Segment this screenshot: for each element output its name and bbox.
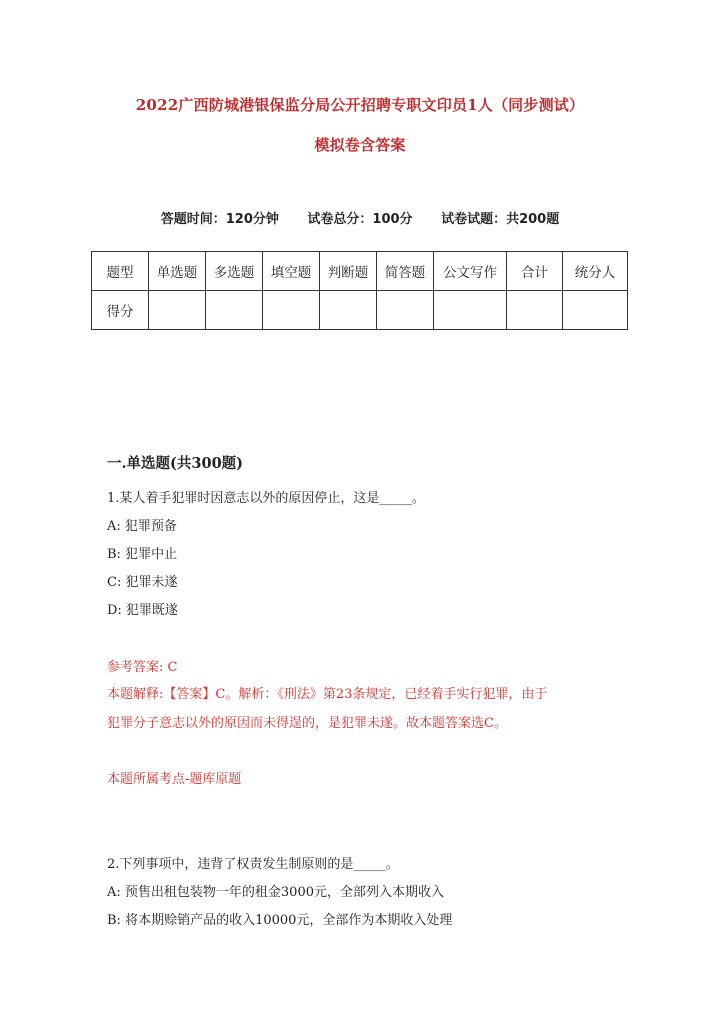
- question-1-option-a: A: 犯罪预备: [107, 519, 177, 534]
- exam-question-count: 试卷试题：共200题: [441, 212, 560, 227]
- header-cell: 判断题: [320, 252, 377, 291]
- question-2-stem: 2.下列事项中，违背了权责发生制原则的是_____。: [107, 857, 399, 872]
- header-cell: 合计: [507, 252, 563, 291]
- exam-info: [0, 208, 720, 227]
- exam-time: 答题时间：120分钟: [160, 212, 279, 227]
- score-cell: [563, 291, 628, 330]
- header-cell: 简答题: [377, 252, 434, 291]
- question-1-explanation-line1: 本题解释:【答案】C。解析：《刑法》第23条规定，已经着手实行犯罪，由于: [107, 687, 548, 702]
- header-cell: 公文写作: [434, 252, 507, 291]
- score-cell: [320, 291, 377, 330]
- question-1-knowledge-point: 本题所属考点-题库原题: [107, 772, 242, 787]
- document-title-line2: 模拟卷含答案: [314, 136, 406, 154]
- document-title-line1: 2022广西防城港银保监分局公开招聘专职文印员1人（同步测试）: [135, 96, 585, 114]
- question-1-option-b: B: 犯罪中止: [107, 547, 178, 562]
- exam-total-score: 试卷总分：100分: [307, 212, 413, 227]
- question-1-option-d: D: 犯罪既遂: [107, 603, 178, 618]
- header-cell: 题型: [92, 252, 149, 291]
- question-1-answer: 参考答案: C: [107, 660, 178, 675]
- score-table: [91, 251, 628, 330]
- score-table-header-row: [92, 252, 628, 291]
- header-cell: 填空题: [263, 252, 320, 291]
- score-cell: [434, 291, 507, 330]
- header-cell: 单选题: [149, 252, 206, 291]
- question-2-option-b: B: 将本期赊销产品的收入10000元，全部作为本期收入处理: [107, 913, 453, 928]
- score-cell: [149, 291, 206, 330]
- row-label-cell: 得分: [92, 291, 149, 330]
- header-cell: 统分人: [563, 252, 628, 291]
- question-1-explanation-line2: 犯罪分子意志以外的原因而未得逞的，是犯罪未遂。故本题答案选C。: [107, 716, 507, 731]
- question-1-option-c: C: 犯罪未遂: [107, 575, 178, 590]
- section-heading: 一.单选题(共300题): [107, 455, 244, 472]
- score-cell: [507, 291, 563, 330]
- score-cell: [206, 291, 263, 330]
- header-cell: 多选题: [206, 252, 263, 291]
- score-table-score-row: [92, 291, 628, 330]
- question-1-stem: 1.某人着手犯罪时因意志以外的原因停止，这是_____。: [107, 491, 425, 506]
- score-cell: [377, 291, 434, 330]
- score-cell: [263, 291, 320, 330]
- question-2-option-a: A: 预售出租包装物一年的租金3000元，全部列入本期收入: [107, 885, 444, 900]
